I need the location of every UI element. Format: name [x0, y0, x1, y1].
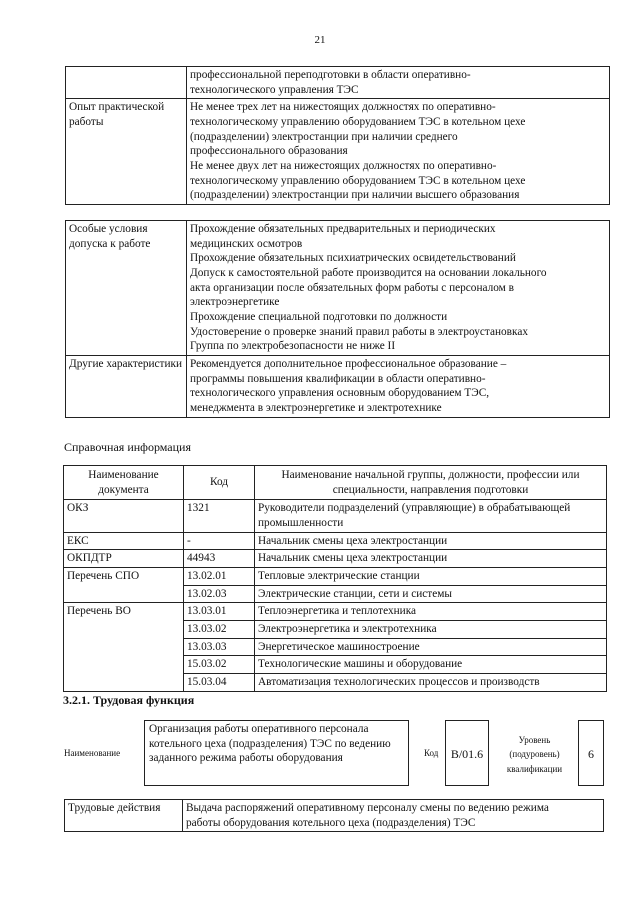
- column-header-name: Наименование начальной группы, должности, профессии или специальности, направления подготовки: [255, 466, 607, 500]
- cell-document: Перечень СПО: [64, 568, 184, 603]
- function-name-label: Наименование: [64, 748, 121, 758]
- row-label: Трудовые действия: [65, 800, 183, 832]
- qualification-table-top: [65, 66, 610, 205]
- row-label: Особые условия допуска к работе: [66, 221, 187, 356]
- text-line: Удостоверение о проверке знаний правил работы в электроустановках: [190, 325, 528, 338]
- table-row: [66, 99, 610, 205]
- text-line: (подразделении) электростанции при наличии высшего образования: [190, 189, 520, 202]
- cell-name: Начальник смены цеха электростанции: [255, 532, 607, 550]
- level-label-line: Уровень: [518, 735, 551, 745]
- cell-code: 13.02.03: [184, 585, 255, 603]
- text-line: профессионального образования: [190, 145, 348, 158]
- table-row: [66, 67, 610, 99]
- row-content: [183, 800, 604, 832]
- cell-document: Перечень ВО: [64, 603, 184, 691]
- text-line: (подразделении) электростанции при наличии среднего: [190, 130, 458, 143]
- row-content: [187, 221, 610, 356]
- text-line: электроэнергетике: [190, 296, 280, 309]
- table-row: [64, 603, 607, 621]
- text-line: технологическому управлению оборудованием ТЭС в котельном цехе: [190, 174, 526, 187]
- cell-name: Электрические станции, сети и системы: [255, 585, 607, 603]
- text-line: Рекомендуется дополнительное профессиональное образование –: [190, 358, 507, 371]
- cell-name: Начальник смены цеха электростанции: [255, 550, 607, 568]
- table-row: [64, 532, 607, 550]
- cell-name: Руководители подразделений (управляющие) в обрабатывающей промышленности: [255, 500, 607, 532]
- text-line: Допуск к самостоятельной работе производится на основании локального: [190, 267, 547, 280]
- cell-document: ЕКС: [64, 532, 184, 550]
- qualification-table-conditions: [65, 220, 610, 418]
- table-row: [66, 221, 610, 356]
- text-line: технологическому управлению оборудованием ТЭС в котельном цехе: [190, 116, 526, 129]
- text-line: технологического управления основным оборудованием ТЭС,: [190, 387, 490, 400]
- function-name-value: Организация работы оперативного персонала котельного цеха (подразделения) ТЭС по ведению заданного режима работы оборудования: [144, 720, 409, 786]
- cell-name: Энергетическое машиностроение: [255, 638, 607, 656]
- cell-document: ОКЗ: [64, 500, 184, 532]
- function-level-value: 6: [578, 720, 604, 786]
- cell-code: 13.03.03: [184, 638, 255, 656]
- table-row: [64, 550, 607, 568]
- text-line: Выдача распоряжений оперативному персоналу смены по ведению режима: [186, 802, 549, 814]
- cell-name: Тепловые электрические станции: [255, 568, 607, 586]
- cell-code: 15.03.02: [184, 656, 255, 674]
- reference-table: [63, 465, 607, 692]
- row-content: [187, 356, 610, 418]
- cell-document: ОКПДТР: [64, 550, 184, 568]
- text-line: медицинских осмотров: [190, 237, 303, 250]
- cell-code: 1321: [184, 500, 255, 532]
- function-code-label: Код: [424, 748, 439, 758]
- column-header-document: Наименование документа: [64, 466, 184, 500]
- level-label-line: (подуровень): [509, 749, 560, 760]
- cell-code: 13.02.01: [184, 568, 255, 586]
- row-content: [187, 99, 610, 205]
- text-line: Группа по электробезопасности не ниже II: [190, 340, 396, 353]
- cell-code: 44943: [184, 550, 255, 568]
- cell-code: 13.03.01: [184, 603, 255, 621]
- function-code-value: B/01.6: [445, 720, 489, 786]
- text-line: менеджмента в электроэнергетике и электротехнике: [190, 402, 442, 415]
- cell-code: 15.03.04: [184, 674, 255, 692]
- cell-name: Автоматизация технологических процессов и производств: [255, 674, 607, 692]
- level-label-line: квалификации: [506, 763, 563, 774]
- text-line: программы повышения квалификации в области оперативно-: [190, 372, 486, 385]
- text-line: Прохождение специальной подготовки по должности: [190, 311, 448, 324]
- cell-name: Технологические машины и оборудование: [255, 656, 607, 674]
- text-line: профессиональной переподготовки в области оперативно-: [190, 69, 471, 81]
- page-number: 21: [314, 34, 326, 46]
- table-header-row: [64, 466, 607, 500]
- function-level-label: [497, 733, 572, 776]
- labor-actions-table: [64, 799, 604, 832]
- reference-title: Справочная информация: [64, 440, 191, 454]
- section-title: 3.2.1. Трудовая функция: [63, 693, 195, 707]
- text-line: Не менее двух лет на нижестоящих должностях по оперативно-: [190, 160, 497, 173]
- row-label: [66, 67, 187, 99]
- cell-code: -: [184, 532, 255, 550]
- table-row: [64, 500, 607, 532]
- row-label: Опыт практической работы: [66, 99, 187, 205]
- text-line: работы оборудования котельного цеха (подразделения) ТЭС: [186, 816, 476, 829]
- text-line: технологического управления ТЭС: [190, 83, 359, 96]
- text-line: Прохождение обязательных предварительных и периодических: [190, 223, 496, 235]
- text-line: Прохождение обязательных психиатрических освидетельствований: [190, 252, 516, 265]
- table-row: [65, 800, 604, 832]
- table-row: [66, 356, 610, 418]
- column-header-code: Код: [184, 466, 255, 500]
- table-row: [64, 568, 607, 586]
- text-line: акта организации после обязательных форм работы с персоналом в: [190, 281, 514, 294]
- cell-code: 13.03.02: [184, 621, 255, 639]
- row-content: [187, 67, 610, 99]
- row-label: Другие характеристики: [66, 356, 187, 418]
- text-line: Не менее трех лет на нижестоящих должностях по оперативно-: [190, 101, 496, 114]
- cell-name: Теплоэнергетика и теплотехника: [255, 603, 607, 621]
- cell-name: Электроэнергетика и электротехника: [255, 621, 607, 639]
